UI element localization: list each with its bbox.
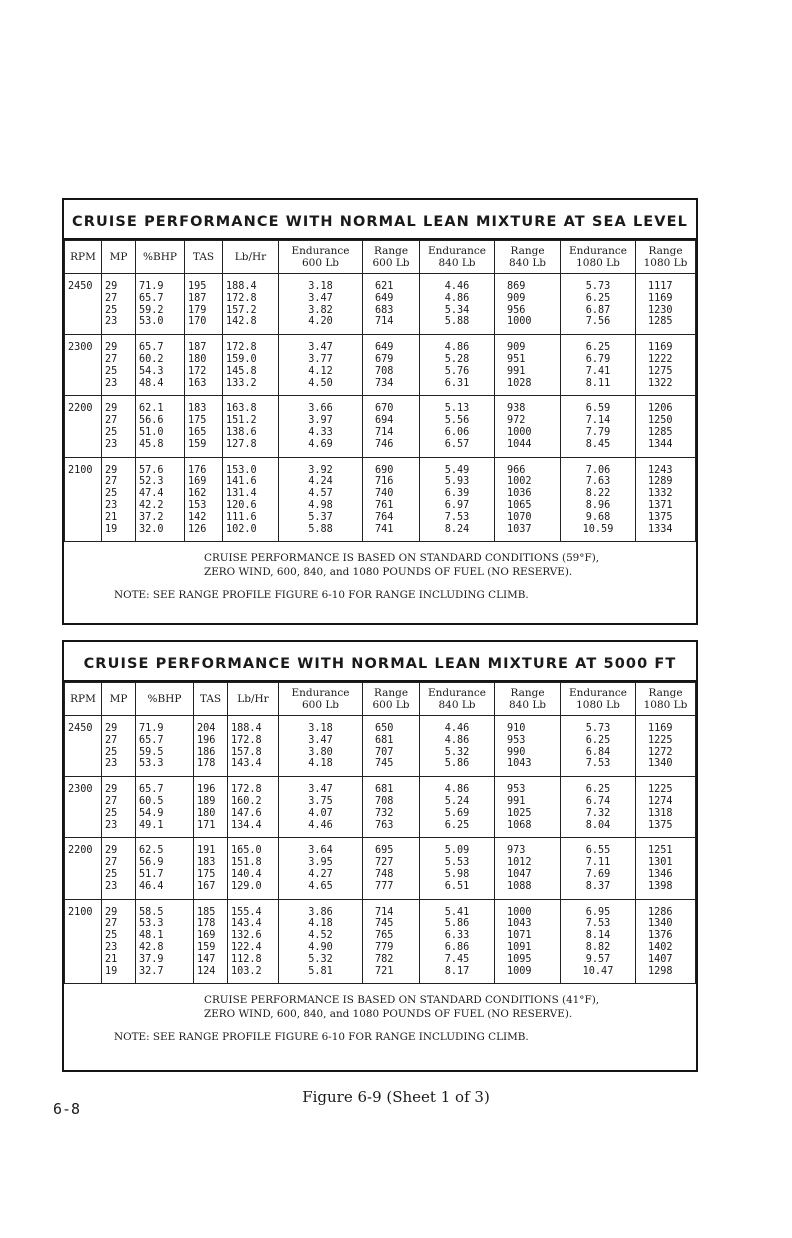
col-tas: TAS	[194, 683, 228, 716]
end600-cell: 3.64 3.95 4.27 4.65	[279, 838, 363, 899]
performance-table	[64, 682, 696, 984]
rng600-cell: 714 745 765 779 782 721	[363, 899, 420, 984]
end840-cell: 5.13 5.56 6.06 6.57	[420, 396, 495, 457]
bhp-cell: 65.7 60.5 54.9 49.1	[136, 777, 194, 838]
lbhr-cell: 165.0 151.8 140.4 129.0	[228, 838, 279, 899]
col-mp: MP	[102, 241, 136, 274]
rng600-cell: 681 708 732 763	[363, 777, 420, 838]
col-lbhr: Lb/Hr	[228, 683, 279, 716]
end840-cell: 4.86 5.24 5.69 6.25	[420, 777, 495, 838]
col-rng840: Range 840 Lb	[495, 683, 561, 716]
rng840-cell: 1000 1043 1071 1091 1095 1009	[495, 899, 561, 984]
mp-cell: 29 27 25 23 21 19	[102, 457, 136, 542]
mp-cell: 29 27 25 23	[102, 335, 136, 396]
table-row-group	[65, 396, 696, 457]
header-row	[65, 683, 696, 716]
rng1080-cell: 1117 1169 1230 1285	[636, 274, 696, 335]
end840-cell: 5.41 5.86 6.33 6.86 7.45 8.17	[420, 899, 495, 984]
standard-conditions-text: CRUISE PERFORMANCE IS BASED ON STANDARD CONDITIONS (59°F), ZERO WIND, 600, 840, and 1080 POUNDS OF FUEL (NO RESERVE).	[204, 552, 600, 579]
page-number: 6-8	[53, 1100, 81, 1118]
lbhr-cell: 153.0 141.6 131.4 120.6 111.6 102.0	[223, 457, 279, 542]
mp-cell: 29 27 25 23	[102, 716, 136, 777]
end1080-cell: 6.59 7.14 7.79 8.45	[561, 396, 636, 457]
mp-cell: 29 27 25 23	[102, 777, 136, 838]
col-end840: Endurance 840 Lb	[420, 241, 495, 274]
rng1080-cell: 1169 1222 1275 1322	[636, 335, 696, 396]
col-rng1080: Range 1080 Lb	[636, 683, 696, 716]
col-mp: MP	[102, 683, 136, 716]
end600-cell: 3.47 3.77 4.12 4.50	[279, 335, 363, 396]
bhp-cell: 57.6 52.3 47.4 42.2 37.2 32.0	[136, 457, 185, 542]
end600-cell: 3.92 4.24 4.57 4.98 5.37 5.88	[279, 457, 363, 542]
end1080-cell: 5.73 6.25 6.84 7.53	[561, 716, 636, 777]
figure-caption: Figure 6-9 (Sheet 1 of 3)	[302, 1088, 490, 1106]
table-row-group	[65, 274, 696, 335]
header-row	[65, 241, 696, 274]
mp-cell: 29 27 25 23	[102, 274, 136, 335]
col-bhp: %BHP	[136, 241, 185, 274]
table-row-group	[65, 838, 696, 899]
col-rng840: Range 840 Lb	[495, 241, 561, 274]
rpm-cell: 2200	[65, 838, 102, 899]
bhp-cell: 71.9 65.7 59.5 53.3	[136, 716, 194, 777]
end840-cell: 4.86 5.28 5.76 6.31	[420, 335, 495, 396]
end600-cell: 3.47 3.75 4.07 4.46	[279, 777, 363, 838]
col-end1080: Endurance 1080 Lb	[561, 241, 636, 274]
end1080-cell: 6.25 6.79 7.41 8.11	[561, 335, 636, 396]
bhp-cell: 62.1 56.6 51.0 45.8	[136, 396, 185, 457]
rng1080-cell: 1225 1274 1318 1375	[636, 777, 696, 838]
rng840-cell: 869 909 956 1000	[495, 274, 561, 335]
tas-cell: 191 183 175 167	[194, 838, 228, 899]
table-row-group	[65, 335, 696, 396]
rng1080-cell: 1286 1340 1376 1402 1407 1298	[636, 899, 696, 984]
rng600-cell: 670 694 714 746	[363, 396, 420, 457]
col-bhp: %BHP	[136, 683, 194, 716]
cruise-table-5000-ft	[62, 640, 698, 1072]
col-end840: Endurance 840 Lb	[420, 683, 495, 716]
performance-table	[64, 240, 696, 542]
table-row-group	[65, 899, 696, 984]
col-rng600: Range 600 Lb	[363, 241, 420, 274]
table-title: CRUISE PERFORMANCE WITH NORMAL LEAN MIXTURE AT SEA LEVEL	[64, 200, 696, 240]
lbhr-cell: 172.8 160.2 147.6 134.4	[228, 777, 279, 838]
mp-cell: 29 27 25 23	[102, 838, 136, 899]
rng840-cell: 953 991 1025 1068	[495, 777, 561, 838]
end1080-cell: 5.73 6.25 6.87 7.56	[561, 274, 636, 335]
col-end1080: Endurance 1080 Lb	[561, 683, 636, 716]
col-rng1080: Range 1080 Lb	[636, 241, 696, 274]
rpm-cell: 2300	[65, 777, 102, 838]
rng1080-cell: 1243 1289 1332 1371 1375 1334	[636, 457, 696, 542]
bhp-cell: 65.7 60.2 54.3 48.4	[136, 335, 185, 396]
bhp-cell: 71.9 65.7 59.2 53.0	[136, 274, 185, 335]
rng1080-cell: 1251 1301 1346 1398	[636, 838, 696, 899]
range-profile-note: NOTE: SEE RANGE PROFILE FIGURE 6-10 FOR RANGE INCLUDING CLIMB.	[114, 1031, 529, 1044]
col-end600: Endurance 600 Lb	[279, 683, 363, 716]
end840-cell: 4.46 4.86 5.32 5.86	[420, 716, 495, 777]
end600-cell: 3.18 3.47 3.80 4.18	[279, 716, 363, 777]
tas-cell: 195 187 179 170	[185, 274, 223, 335]
end1080-cell: 6.55 7.11 7.69 8.37	[561, 838, 636, 899]
tas-cell: 176 169 162 153 142 126	[185, 457, 223, 542]
lbhr-cell: 172.8 159.0 145.8 133.2	[223, 335, 279, 396]
end1080-cell: 6.95 7.53 8.14 8.82 9.57 10.47	[561, 899, 636, 984]
bhp-cell: 58.5 53.3 48.1 42.8 37.9 32.7	[136, 899, 194, 984]
lbhr-cell: 188.4 172.8 157.2 142.8	[223, 274, 279, 335]
col-rpm: RPM	[65, 683, 102, 716]
rng1080-cell: 1206 1250 1285 1344	[636, 396, 696, 457]
standard-conditions-text: CRUISE PERFORMANCE IS BASED ON STANDARD CONDITIONS (41°F), ZERO WIND, 600, 840, and 1080 POUNDS OF FUEL (NO RESERVE).	[204, 994, 600, 1021]
lbhr-cell: 163.8 151.2 138.6 127.8	[223, 396, 279, 457]
cruise-table-sea-level	[62, 198, 698, 625]
end840-cell: 5.49 5.93 6.39 6.97 7.53 8.24	[420, 457, 495, 542]
rng840-cell: 909 951 991 1028	[495, 335, 561, 396]
col-lbhr: Lb/Hr	[223, 241, 279, 274]
col-rng600: Range 600 Lb	[363, 683, 420, 716]
rng600-cell: 649 679 708 734	[363, 335, 420, 396]
lbhr-cell: 188.4 172.8 157.8 143.4	[228, 716, 279, 777]
end1080-cell: 7.06 7.63 8.22 8.96 9.68 10.59	[561, 457, 636, 542]
tas-cell: 185 178 169 159 147 124	[194, 899, 228, 984]
end1080-cell: 6.25 6.74 7.32 8.04	[561, 777, 636, 838]
tas-cell: 204 196 186 178	[194, 716, 228, 777]
rng600-cell: 621 649 683 714	[363, 274, 420, 335]
end840-cell: 5.09 5.53 5.98 6.51	[420, 838, 495, 899]
end840-cell: 4.46 4.86 5.34 5.88	[420, 274, 495, 335]
end600-cell: 3.18 3.47 3.82 4.20	[279, 274, 363, 335]
range-profile-note: NOTE: SEE RANGE PROFILE FIGURE 6-10 FOR RANGE INCLUDING CLIMB.	[114, 589, 529, 602]
end600-cell: 3.66 3.97 4.33 4.69	[279, 396, 363, 457]
rng840-cell: 966 1002 1036 1065 1070 1037	[495, 457, 561, 542]
rng840-cell: 938 972 1000 1044	[495, 396, 561, 457]
mp-cell: 29 27 25 23 21 19	[102, 899, 136, 984]
rng600-cell: 690 716 740 761 764 741	[363, 457, 420, 542]
bhp-cell: 62.5 56.9 51.7 46.4	[136, 838, 194, 899]
rng600-cell: 695 727 748 777	[363, 838, 420, 899]
col-rpm: RPM	[65, 241, 102, 274]
rng840-cell: 910 953 990 1043	[495, 716, 561, 777]
tas-cell: 196 189 180 171	[194, 777, 228, 838]
rpm-cell: 2100	[65, 899, 102, 984]
tas-cell: 187 180 172 163	[185, 335, 223, 396]
rpm-cell: 2200	[65, 396, 102, 457]
table-notes	[64, 984, 696, 1044]
rpm-cell: 2450	[65, 716, 102, 777]
rpm-cell: 2100	[65, 457, 102, 542]
rng600-cell: 650 681 707 745	[363, 716, 420, 777]
lbhr-cell: 155.4 143.4 132.6 122.4 112.8 103.2	[228, 899, 279, 984]
rpm-cell: 2300	[65, 335, 102, 396]
rng1080-cell: 1169 1225 1272 1340	[636, 716, 696, 777]
mp-cell: 29 27 25 23	[102, 396, 136, 457]
rpm-cell: 2450	[65, 274, 102, 335]
col-tas: TAS	[185, 241, 223, 274]
table-row-group	[65, 716, 696, 777]
tas-cell: 183 175 165 159	[185, 396, 223, 457]
col-end600: Endurance 600 Lb	[279, 241, 363, 274]
table-row-group	[65, 777, 696, 838]
rng840-cell: 973 1012 1047 1088	[495, 838, 561, 899]
table-notes	[64, 542, 696, 602]
end600-cell: 3.86 4.18 4.52 4.90 5.32 5.81	[279, 899, 363, 984]
table-row-group	[65, 457, 696, 542]
table-title: CRUISE PERFORMANCE WITH NORMAL LEAN MIXTURE AT 5000 FT	[64, 642, 696, 682]
